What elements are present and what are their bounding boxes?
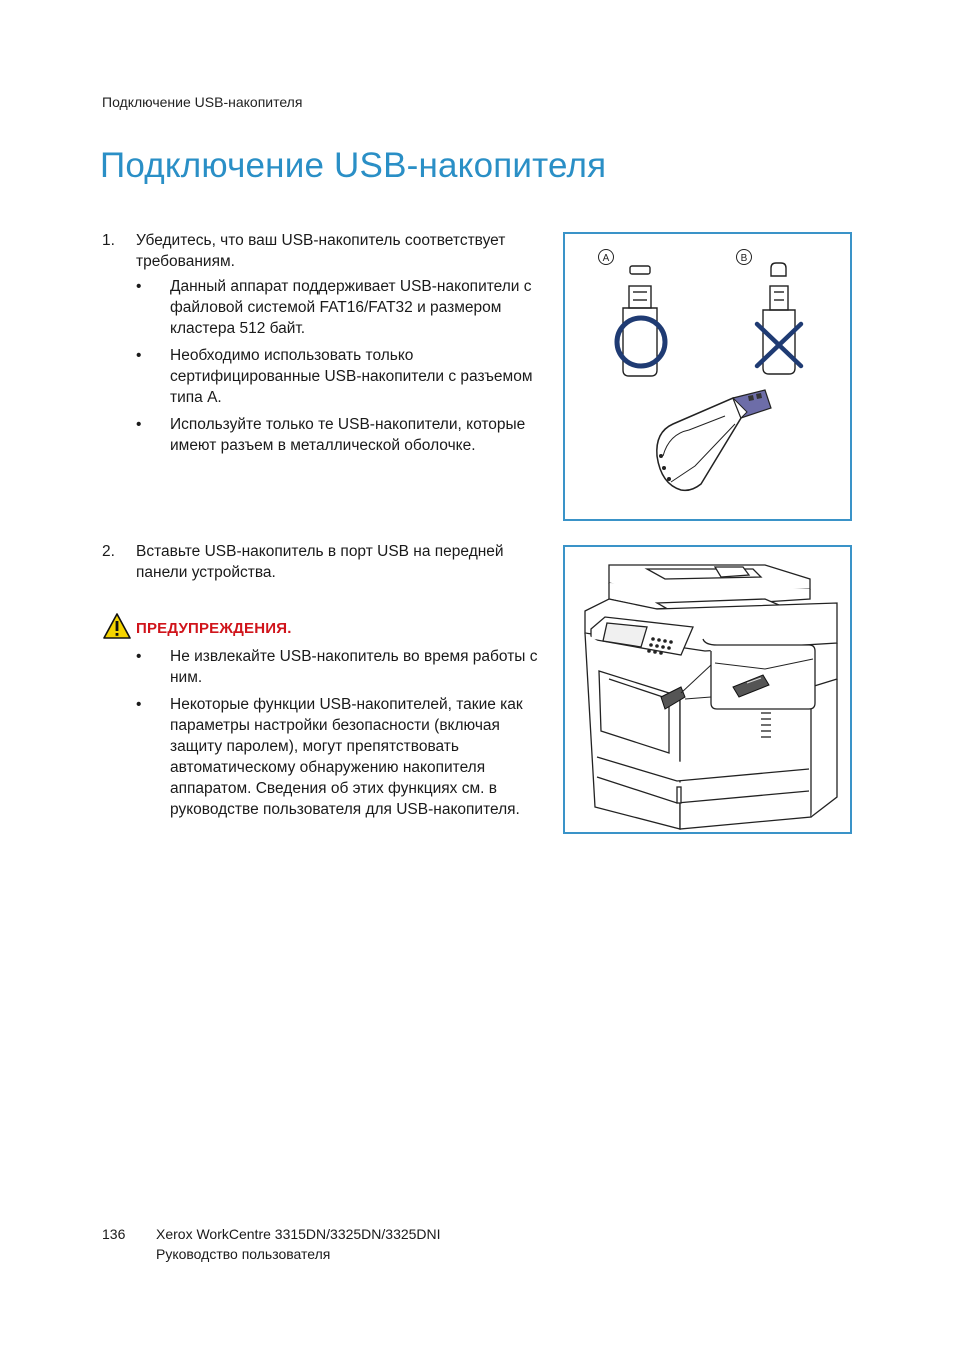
running-header: Подключение USB-накопителя: [102, 94, 303, 110]
usb-connector-figure: [563, 232, 852, 521]
step-1-text: Убедитесь, что ваш USB-накопитель соответствует требованиям.: [136, 232, 506, 270]
printer-figure: [563, 545, 852, 834]
step-1-number: 1.: [102, 232, 115, 249]
page-title: Подключение USB-накопителя: [100, 146, 607, 185]
page-number: 136: [102, 1226, 126, 1242]
warning-label: ПРЕДУПРЕЖДЕНИЯ.: [136, 620, 292, 637]
warning-triangle-icon: [102, 612, 132, 640]
approved-circle-icon: [617, 318, 665, 366]
label-a: [599, 250, 614, 265]
step-2-number: 2.: [102, 543, 115, 560]
list-item: • Необходимо использовать только сертифицированные USB-накопители с разъемом типа A.: [136, 347, 533, 406]
list-item: • Некоторые функции USB-накопителей, такие как параметры настройки безопасности (включая защиту паролем), могут препятствовать автоматическому обнаружению накопителя аппаратом. Сведения об этих функциях см. в руководстве пользователя для USB-накопителя.: [136, 696, 523, 818]
warning-list: [136, 646, 555, 826]
list-item: • Используйте только те USB-накопители, которые имеют разъем в металлической оболочке.: [136, 416, 526, 454]
guide-name: Руководство пользователя: [156, 1246, 331, 1262]
list-item: • Не извлекайте USB-накопитель во время работы с ним.: [136, 648, 538, 686]
usb-connector-illustration: [565, 234, 850, 519]
requirements-list: [136, 276, 555, 462]
printer-usb-port-illustration: [565, 547, 850, 832]
label-b-text: B: [740, 253, 748, 264]
usb-flash-drive-icon: [657, 390, 771, 490]
label-b: [737, 250, 752, 265]
label-a-text: A: [602, 253, 610, 264]
product-name: Xerox WorkCentre 3315DN/3325DN/3325DNI: [156, 1226, 441, 1242]
list-item: • Данный аппарат поддерживает USB-накопители с файловой системой FAT16/FAT32 и размером кластера 512 байт.: [136, 278, 532, 337]
step-2-text: Вставьте USB-накопитель в порт USB на передней панели устройства.: [136, 543, 504, 581]
